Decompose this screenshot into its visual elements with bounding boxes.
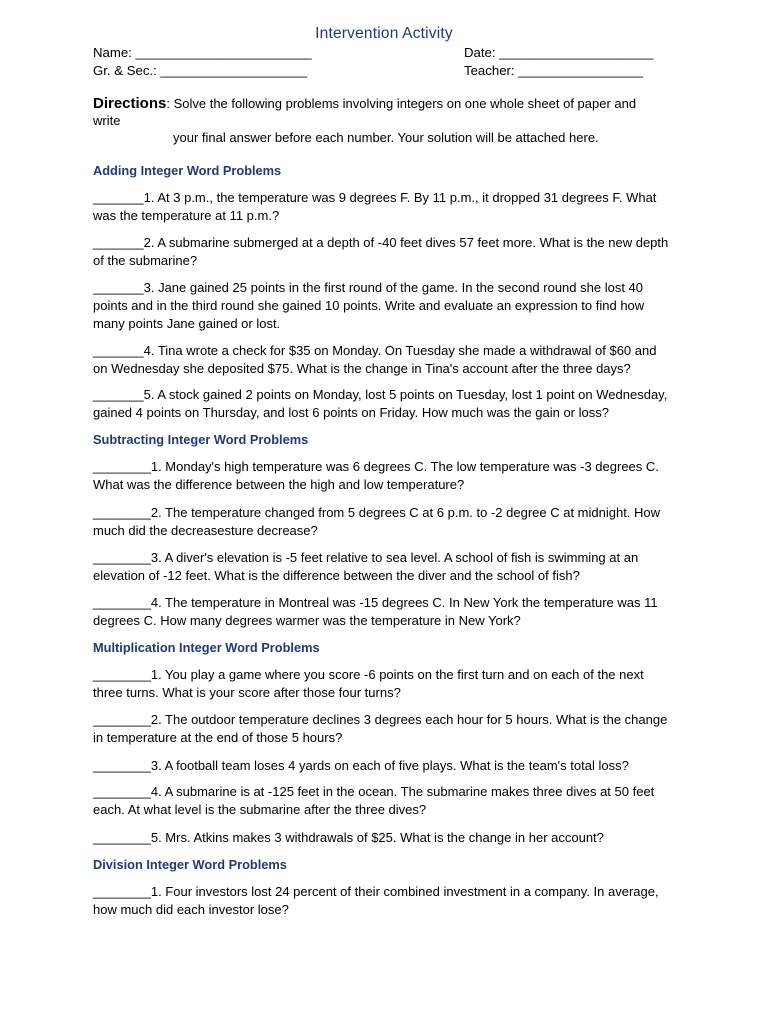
page-title: Intervention Activity [315,25,453,42]
problem-item: ________1. You play a game where you score -6 points on the first turn and on each of the next three turns. What is your score after those four turns? [93,667,644,700]
grade-section-field: Gr. & Sec.: ____________________ [93,63,308,78]
problem-item: ________3. A football team loses 4 yards on each of five plays. What is the team's total loss? [93,758,629,773]
name-field: Name: ________________________ [93,45,312,60]
date-field: Date: _____________________ [464,45,654,60]
problem-item: ________4. A submarine is at -125 feet in the ocean. The submarine makes three dives at 50 feet each. At what level is the submarine after the three dives? [93,784,655,817]
problem-item: ________1. Monday's high temperature was 6 degrees C. The low temperature was -3 degrees C. What was the difference between the high and low temperature? [93,459,659,492]
directions-text-continued: your final answer before each number. Your solution will be attached here. [173,130,599,145]
problem-item: _______3. Jane gained 25 points in the first round of the game. In the second round she lost 40 points and in the third round she gained 10 points. Write and evaluate an expression to find how many points Jane gained or lost. [93,280,645,331]
section-heading-multiplication: Multiplication Integer Word Problems [93,640,320,655]
problem-item: _______2. A submarine submerged at a depth of -40 feet dives 57 feet more. What is the new depth of the submarine? [93,235,669,268]
directions [93,95,663,146]
problem-item: _______4. Tina wrote a check for $35 on Monday. On Tuesday she made a withdrawal of $60 and on Wednesday she deposited $75. What is the change in Tina's account after the three days? [93,343,657,376]
problem-item: ________4. The temperature in Montreal was -15 degrees C. In New York the temperature was 11 degrees C. How many degrees warmer was the temperature in New York? [93,595,658,628]
section-heading-subtracting: Subtracting Integer Word Problems [93,432,309,447]
problem-item: ________5. Mrs. Atkins makes 3 withdrawals of $25. What is the change in her account? [93,830,604,845]
directions-label: Directions [93,95,167,112]
directions-text: : Solve the following problems involving integers on one whole sheet of paper and write [93,96,637,128]
teacher-field: Teacher: _________________ [464,63,643,78]
problem-item: ________1. Four investors lost 24 percent of their combined investment in a company. In average, how much did each investor lose? [93,884,659,917]
problem-item: ________3. A diver's elevation is -5 feet relative to sea level. A school of fish is swimming at an elevation of -12 feet. What is the difference between the diver and the school of fish? [93,550,639,583]
problem-item: _______1. At 3 p.m., the temperature was 9 degrees F. By 11 p.m., it dropped 31 degrees F. What was the temperature at 11 p.m.? [93,190,657,223]
section-heading-division: Division Integer Word Problems [93,857,287,872]
problem-item: ________2. The temperature changed from 5 degrees C at 6 p.m. to -2 degree C at midnight. How much did the decreasesture decrease? [93,505,661,538]
problem-item: ________2. The outdoor temperature declines 3 degrees each hour for 5 hours. What is the change in temperature at the end of those 5 hours? [93,712,668,745]
problem-item: _______5. A stock gained 2 points on Monday, lost 5 points on Tuesday, lost 1 point on Wednesday, gained 4 points on Thursday, and lost 6 points on Friday. How much was the gain or loss? [93,387,668,420]
section-heading-adding: Adding Integer Word Problems [93,163,282,178]
